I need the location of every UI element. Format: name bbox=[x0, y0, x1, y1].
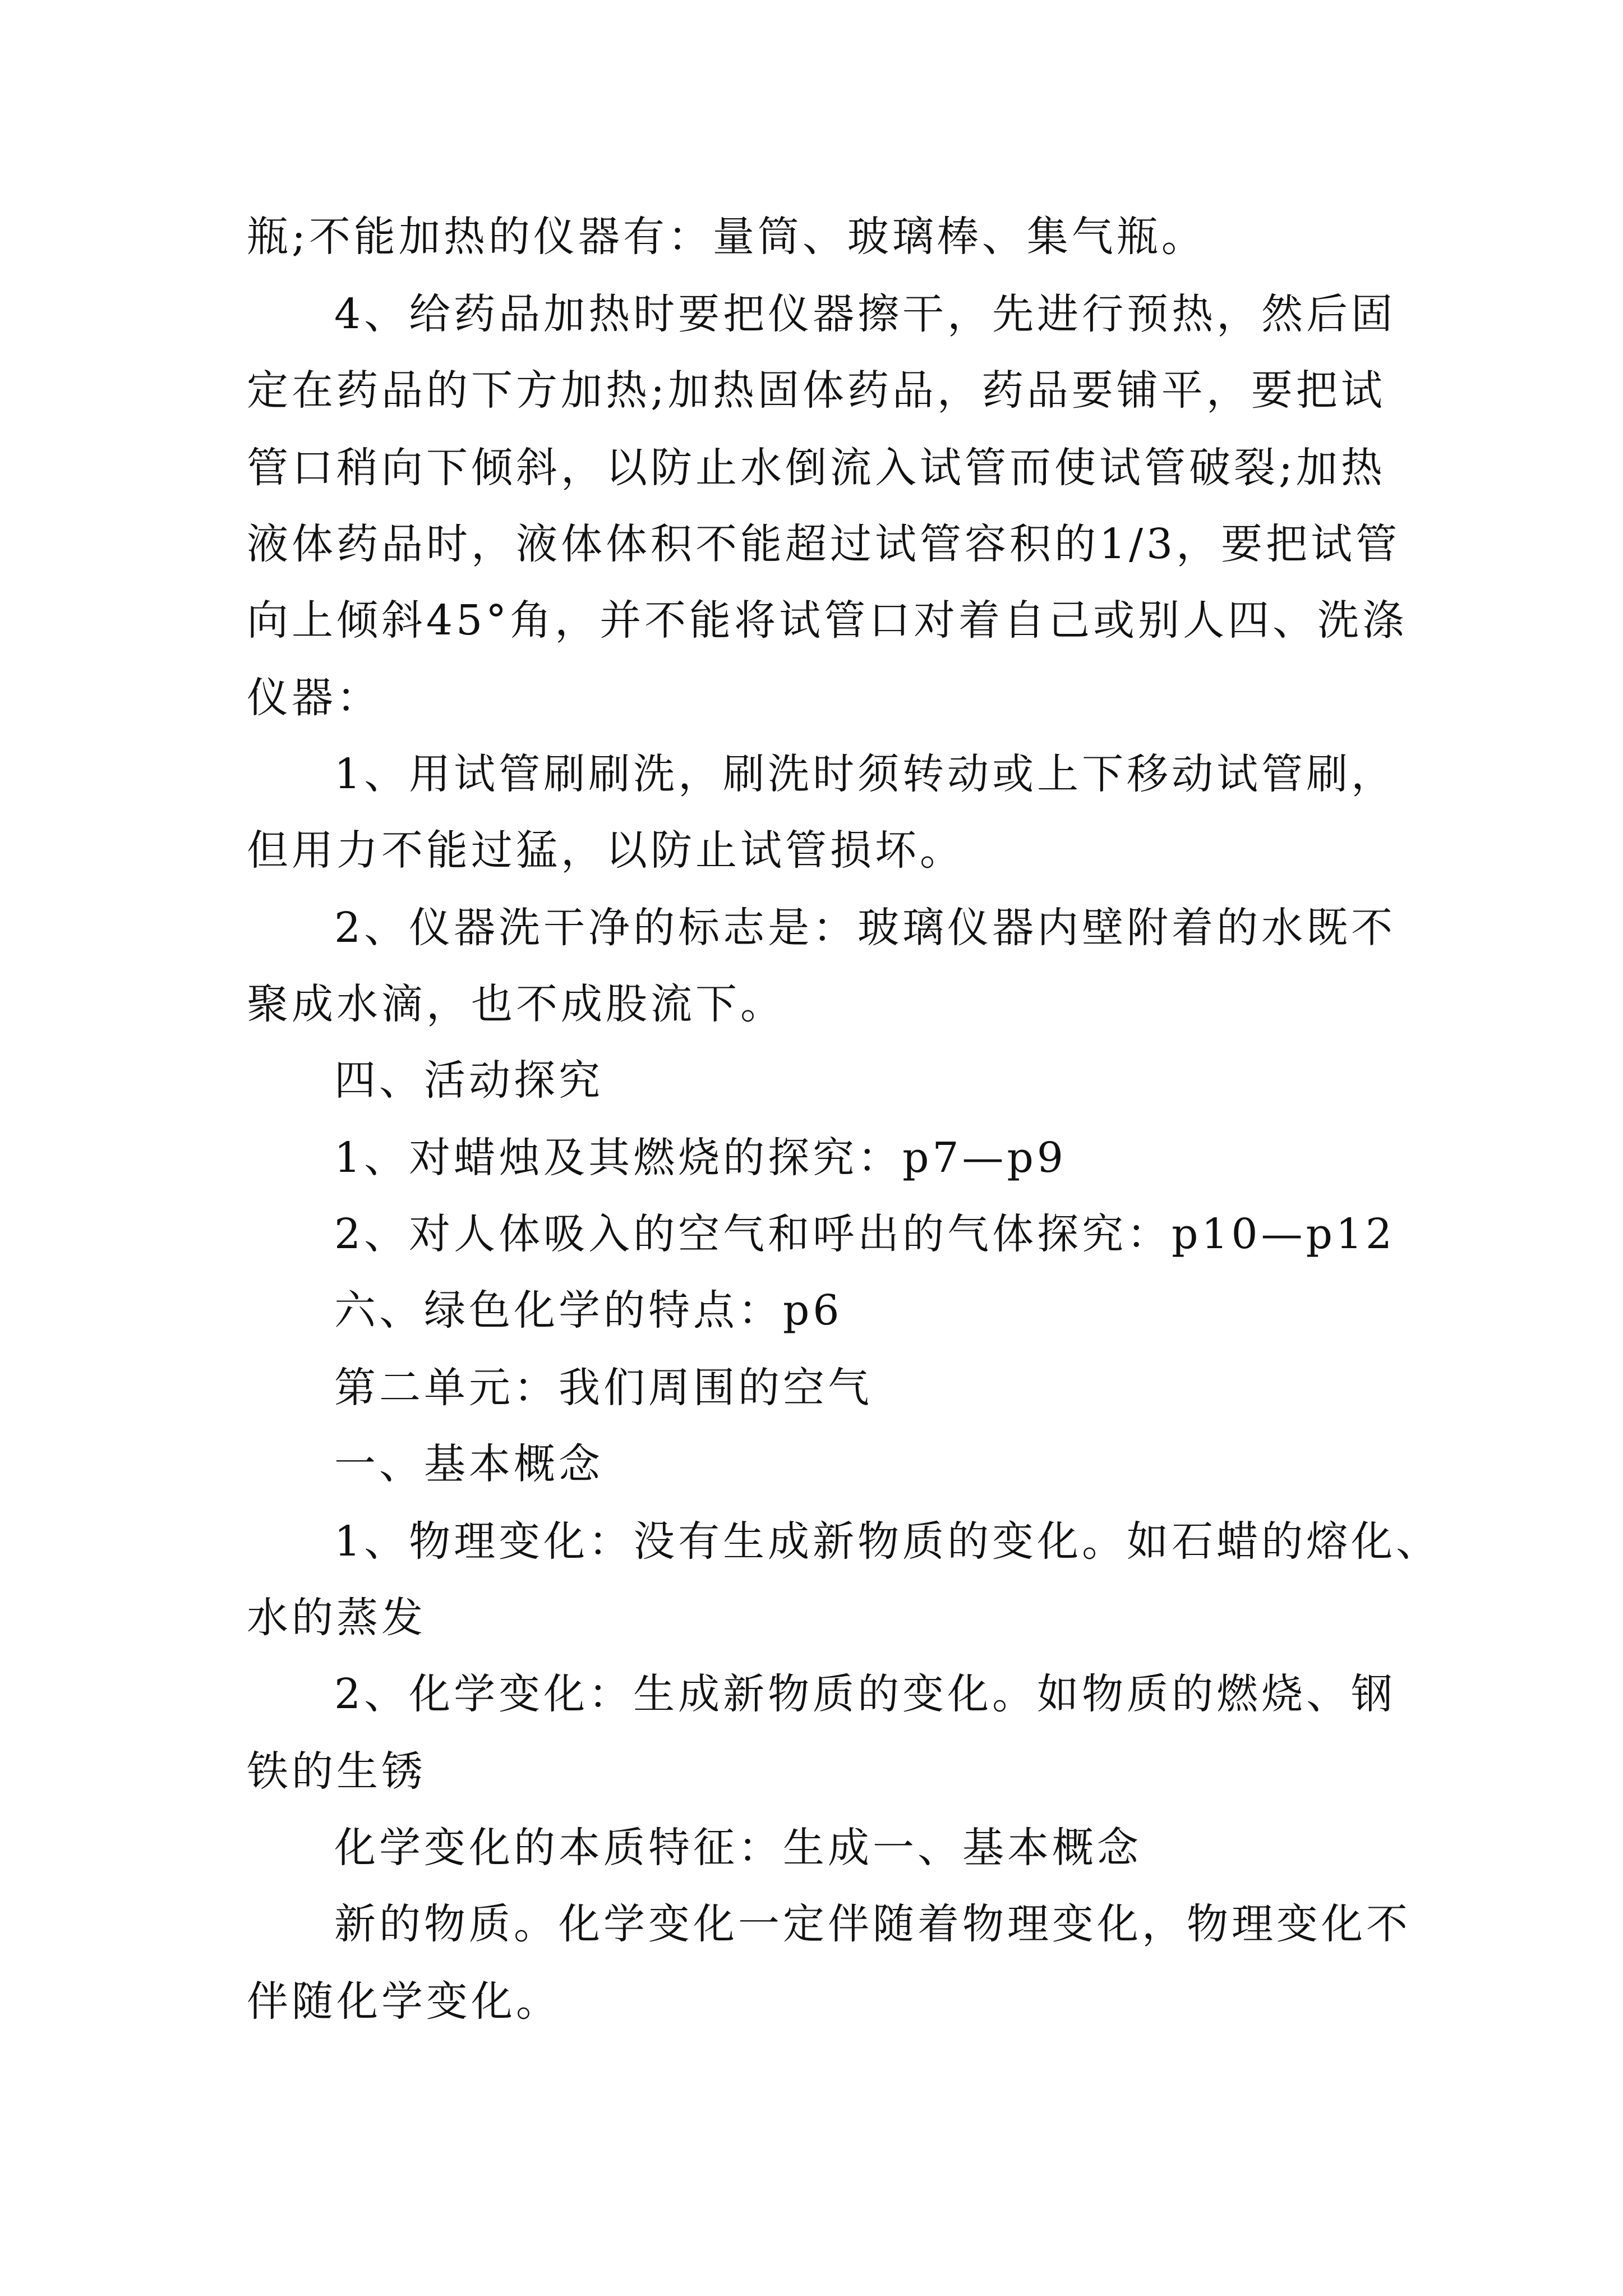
text-line: 但用力不能过猛，以防止试管损坏。 bbox=[247, 826, 965, 875]
text-line: 1、物理变化：没有生成新物质的变化。如石蜡的熔化、 bbox=[334, 1517, 1441, 1566]
text-line: 1、对蜡烛及其燃烧的探究：p7—p9 bbox=[334, 1134, 1067, 1182]
text-line: 化学变化的本质特征：生成一、基本概念 bbox=[334, 1824, 1142, 1872]
text-line: 水的蒸发 bbox=[247, 1594, 426, 1642]
text-line: 铁的生锈 bbox=[247, 1747, 426, 1796]
text-line: 伴随化学变化。 bbox=[247, 1977, 561, 2026]
text-line: 液体药品时，液体体积不能超过试管容积的1/3，要把试管 bbox=[247, 520, 1401, 568]
text-line: 管口稍向下倾斜，以防止水倒流入试管而使试管破裂;加热 bbox=[247, 444, 1386, 492]
text-line: 向上倾斜45°角，并不能将试管口对着自己或别人四、洗涤 bbox=[247, 596, 1408, 645]
text-line: 聚成水滴，也不成股流下。 bbox=[247, 980, 785, 1028]
text-line: 2、仪器洗干净的标志是：玻璃仪器内壁附着的水既不 bbox=[334, 904, 1396, 952]
text-line: 2、化学变化：生成新物质的变化。如物质的燃烧、钢 bbox=[334, 1670, 1396, 1718]
section-heading: 一、基本概念 bbox=[334, 1440, 603, 1488]
text-line: 4、给药品加热时要把仪器擦干，先进行预热，然后固 bbox=[334, 290, 1396, 338]
text-line: 六、绿色化学的特点：p6 bbox=[334, 1286, 843, 1335]
text-line: 定在药品的下方加热;加热固体药品，药品要铺平，要把试 bbox=[247, 366, 1386, 415]
unit-heading: 第二单元：我们周围的空气 bbox=[334, 1364, 873, 1412]
text-line: 新的物质。化学变化一定伴随着物理变化，物理变化不 bbox=[334, 1900, 1411, 1948]
text-line: 仪器： bbox=[247, 674, 381, 722]
section-heading: 四、活动探究 bbox=[334, 1056, 603, 1105]
text-line: 2、对人体吸入的空气和呼出的气体探究：p10—p12 bbox=[334, 1210, 1396, 1258]
text-line: 瓶;不能加热的仪器有：量筒、玻璃棒、集气瓶。 bbox=[247, 213, 1206, 261]
text-line: 1、用试管刷刷洗，刷洗时须转动或上下移动试管刷， bbox=[334, 750, 1396, 798]
